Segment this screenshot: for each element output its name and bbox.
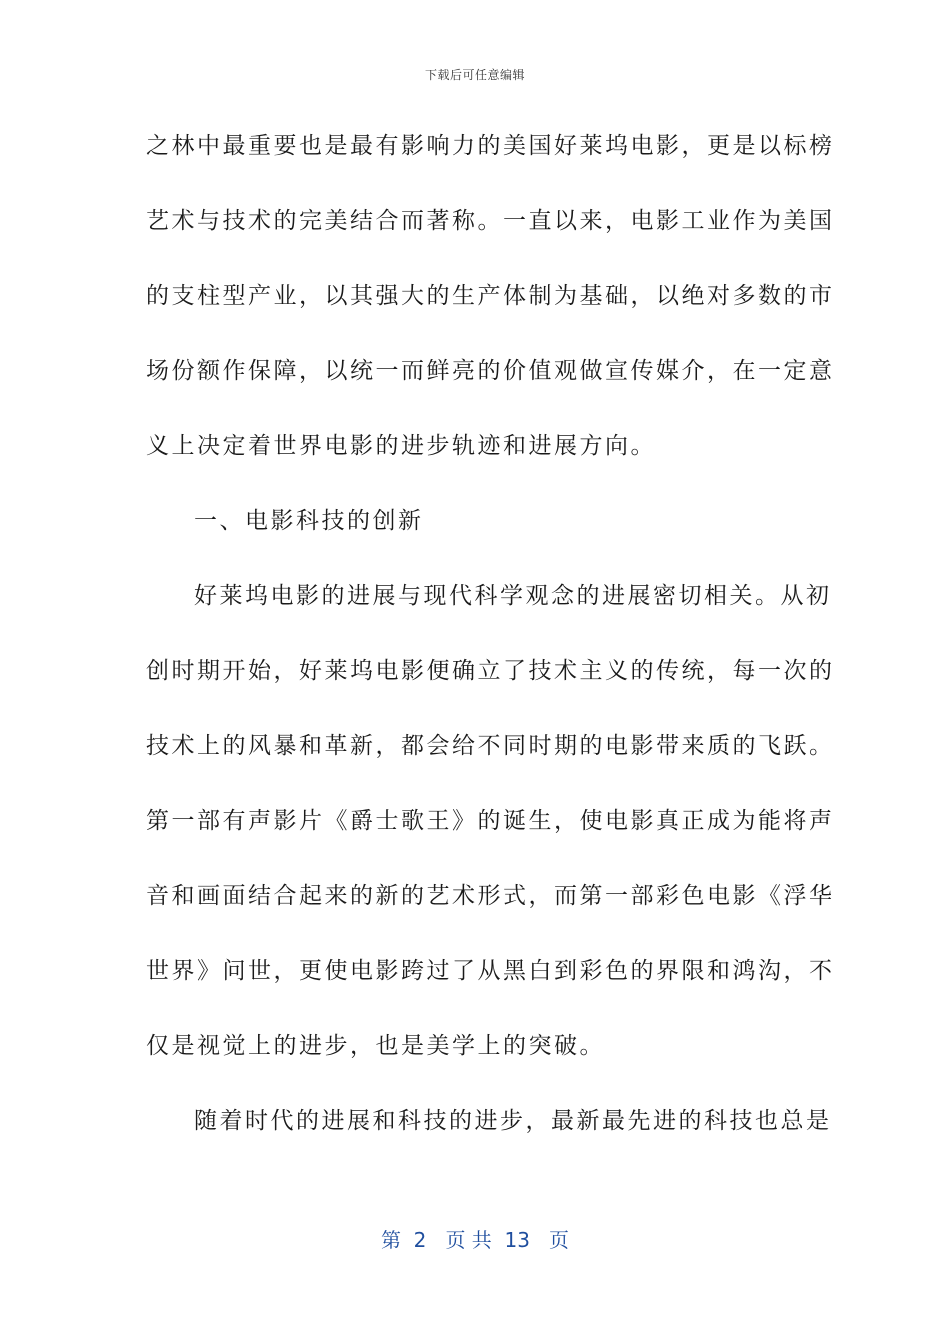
text-line: 之林中最重要也是最有影响力的美国好莱坞电影，更是以标榜: [146, 133, 835, 159]
text-line: 义上决定着世界电影的进步轨迹和进展方向。: [146, 433, 656, 459]
text-line: 仅是视觉上的进步，也是美学上的突破。: [146, 1033, 605, 1059]
page-header: 下载后可任意编辑: [424, 68, 525, 82]
text-line: 音和画面结合起来的新的艺术形式，而第一部彩色电影《浮华: [146, 883, 835, 909]
text-line: 第一部有声影片《爵士歌王》的诞生，使电影真正成为能将声: [146, 808, 835, 834]
page-footer: 第 2 页 共 13 页: [380, 1228, 570, 1252]
text-line: 好莱坞电影的进展与现代科学观念的进展密切相关。从初: [194, 583, 832, 609]
text-line: 世界》问世，更使电影跨过了从黑白到彩色的界限和鸿沟，不: [146, 958, 835, 984]
text-line: 创时期开始，好莱坞电影便确立了技术主义的传统，每一次的: [146, 658, 835, 684]
document-body: [146, 126, 835, 1176]
text-line: 技术上的风暴和革新，都会给不同时期的电影带来质的飞跃。: [146, 733, 835, 759]
text-line: 的支柱型产业，以其强大的生产体制为基础，以绝对多数的市: [146, 283, 835, 309]
text-line: 场份额作保障，以统一而鲜亮的价值观做宣传媒介，在一定意: [146, 358, 835, 384]
text-line: 艺术与技术的完美结合而著称。一直以来，电影工业作为美国: [146, 208, 835, 234]
text-line: 随着时代的进展和科技的进步，最新最先进的科技也总是: [194, 1108, 832, 1134]
section-heading: 一、电影科技的创新: [194, 508, 424, 534]
